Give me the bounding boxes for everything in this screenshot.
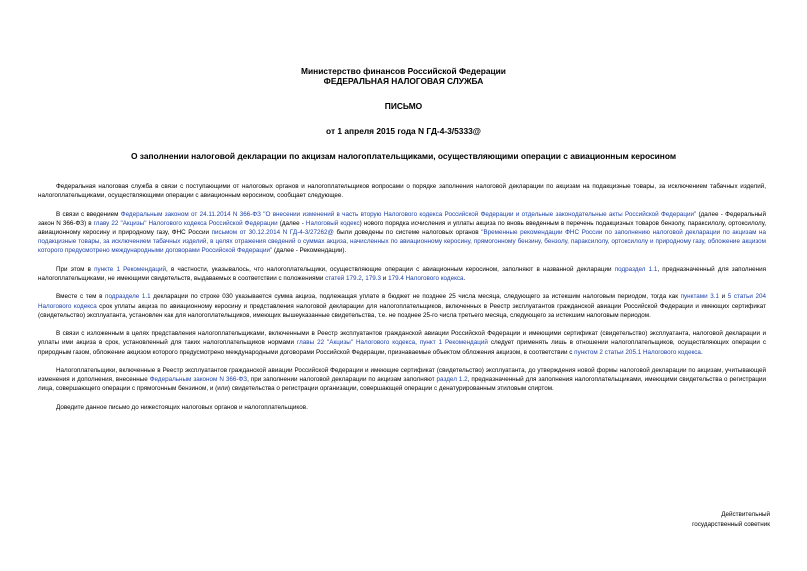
- paragraph-5: [38, 329, 766, 357]
- document-date-number: от 1 апреля 2015 года N ГД-4-3/5333@: [326, 126, 481, 136]
- text: срок уплаты акциза по авиационному керосину и представления налоговой декларации для налогоплательщиков, включенных в Реестр эксплуатантов гражданской авиации Российской Федерации и имеющих сертификат (свидетельство) эксплуатанта, установлен как для налогоплательщиков, имеющих вышеуказанные свидетельства, т.е. не позднее 25-го числа третьего месяца, следующего за истекшим налоговым периодом.: [38, 302, 766, 319]
- signature-line-1: Действительный: [721, 511, 770, 518]
- text: , предназначенный для заполнения налогоплательщиками, не имеющими свидетельств, выдаваемых в соответствии с положениями: [38, 265, 766, 282]
- paragraph-1: [38, 182, 766, 200]
- document-subject: О заполнении налоговой декларации по акцизам налогоплательщиками, осуществляющими операции с авиационным керосином: [130, 151, 677, 161]
- text: .: [700, 348, 703, 356]
- link-letter-27262[interactable]: письмом от 30.12.2014 N ГД-4-3/27262@: [211, 229, 334, 236]
- link-item-1-recommendations[interactable]: пункте 1 Рекомендаций: [94, 265, 167, 273]
- link-tax-code[interactable]: Налогового кодекса: [642, 348, 701, 356]
- text: ,: [361, 275, 366, 282]
- paragraph-4: [38, 292, 766, 320]
- text: ,: [415, 339, 420, 347]
- link-chapter-22[interactable]: главу 22 "Акцизы" Налогового кодекса Российской Федерации: [93, 219, 278, 227]
- link-tax-code[interactable]: Налогового кодекса: [405, 275, 464, 282]
- link-article-205-1[interactable]: пунктом 2 статьи 205.1: [574, 348, 642, 356]
- paragraph-2: [38, 210, 766, 256]
- text: В связи с изложенным в целях представления налогоплательщиками, включенными в Реестр эксплуатантов гражданской авиации Российской Федерации и имеющими сертификат (свидетельство) эксплуатанта, налоговой декларации и уплаты ими акциза в срок, установленный для таких налогоплательщиков нормами: [38, 330, 766, 347]
- paragraph-6: [38, 366, 766, 394]
- text: , предназначенный для заполнения налогоплательщиками, имеющими свидетельства о регистрации лица, совершающего операции с прямогонным бензином, и (или) свидетельства о регистрации организации, совершающей операции с денатурированным этиловым спиртом.: [38, 376, 767, 393]
- ministry-heading: Министерство финансов Российской Федерации: [301, 66, 506, 76]
- text: были доведены по системе налоговых органов: [333, 229, 482, 236]
- link-tax-code[interactable]: Налогового кодекса: [38, 302, 97, 310]
- text: При этом в: [56, 265, 95, 273]
- text: следует применять лишь в отношении налогоплательщиков, осуществляющих операции с природным газом, обложение акцизом которого предусмотрено международными договорами Российской Федерации, признаваемые объектом обложения акцизом, в соответствии с: [38, 339, 767, 356]
- text: В связи с введением: [56, 210, 121, 218]
- text: (далее - Федеральный закон N 366-ФЗ) в: [38, 210, 766, 227]
- text: и: [381, 275, 389, 282]
- link-tax-code[interactable]: Налоговый кодекс: [305, 219, 360, 227]
- text: декларации по строке 030 указывается сумма акциза, подлежащая уплате в бюджет не позднее 25 числа месяца, следующего за истекшим налоговым периодом, тогда как: [150, 293, 681, 301]
- link-article-179-4[interactable]: 179.4: [388, 275, 404, 282]
- paragraph-1-text: Федеральная налоговая служба в связи с поступающими от налоговых органов и налогоплательщиков вопросами о порядке заполнения налоговой декларации по акцизам на подакцизные товары, за исключением табачных изделий, налогоплательщиками, осуществляющими операции с авиационным керосином, сообщает следующее.: [38, 183, 766, 200]
- text: Вместе с тем в: [56, 293, 106, 301]
- paragraph-7: [38, 403, 766, 412]
- text: и: [719, 293, 728, 301]
- link-chapter-22-tax-code[interactable]: главы 22 "Акцизы" Налогового кодекса: [296, 339, 416, 347]
- text: Налогоплательщики, включенные в Реестр эксплуатантов гражданской авиации Российской Федерации и имеющие сертификат (свидетельство) эксплуатанта, до утверждения новой формы налоговой декларации по акцизам, учитывающей изменения и дополнения, внесенные: [38, 366, 766, 384]
- text: ) нового порядка исчисления и уплаты акциза по вновь введенным в перечень подакцизных товаров бензолу, параксилолу, ортоксилолу, авиационному керосину и природному газу, ФНС России: [38, 219, 766, 236]
- text: (далее - Рекомендации).: [272, 247, 347, 255]
- document-body: [38, 182, 766, 421]
- text: (далее -: [277, 219, 306, 227]
- service-heading: ФЕДЕРАЛЬНАЯ НАЛОГОВАЯ СЛУЖБА: [323, 76, 484, 86]
- link-article-204-item-5[interactable]: 5 статьи 204: [727, 293, 766, 301]
- paragraph-3: [38, 265, 766, 283]
- link-item-1-recommendations[interactable]: пункт 1 Рекомендаций: [419, 339, 488, 347]
- link-subsection-1-1[interactable]: подраздел 1.1: [614, 265, 658, 273]
- link-federal-law-366[interactable]: Федеральным законом N 366-ФЗ: [149, 376, 248, 384]
- text: .: [463, 275, 466, 282]
- link-subsection-1-1[interactable]: подразделе 1.1: [105, 293, 151, 301]
- signature-line-2: государственный советник: [692, 521, 770, 528]
- document-type: ПИСЬМО: [384, 101, 423, 111]
- link-items-3-1[interactable]: пунктами 3.1: [680, 293, 719, 301]
- text: , в частности, указывалось, что налогоплательщики, осуществляющие операции с авиационным керосином, заполняют в названной декларации: [166, 265, 615, 273]
- link-section-1-2[interactable]: раздел 1.2: [436, 376, 468, 384]
- link-article-179-3[interactable]: 179.3: [365, 275, 382, 282]
- link-article-179-2[interactable]: статей 179.2: [325, 275, 362, 282]
- link-federal-law-366[interactable]: Федеральным законом от 24.11.2014 N 366-ФЗ "О внесении изменений в часть вторую Налогового кодекса Российской Федерации и отдельные законодательные акты Российской Федерации": [120, 210, 697, 218]
- link-recommendations[interactable]: "Временные рекомендации ФНС России по заполнению налоговой декларации по акцизам на подакцизные товары, за исключением табачных изделий, в целях отражения сведений о суммах акциза, начисленных по авиационному керосину, прямогонному бензину, бензолу, параксилолу, ортоксилолу и природному газу, обложение акцизом которого предусмотрено международными договорами Российской Федерации": [38, 229, 766, 255]
- paragraph-7-text: Доведите данное письмо до нижестоящих налоговых органов и налогоплательщиков.: [56, 403, 308, 411]
- text: , при заполнении налоговой декларации по акцизам заполняют: [247, 376, 437, 384]
